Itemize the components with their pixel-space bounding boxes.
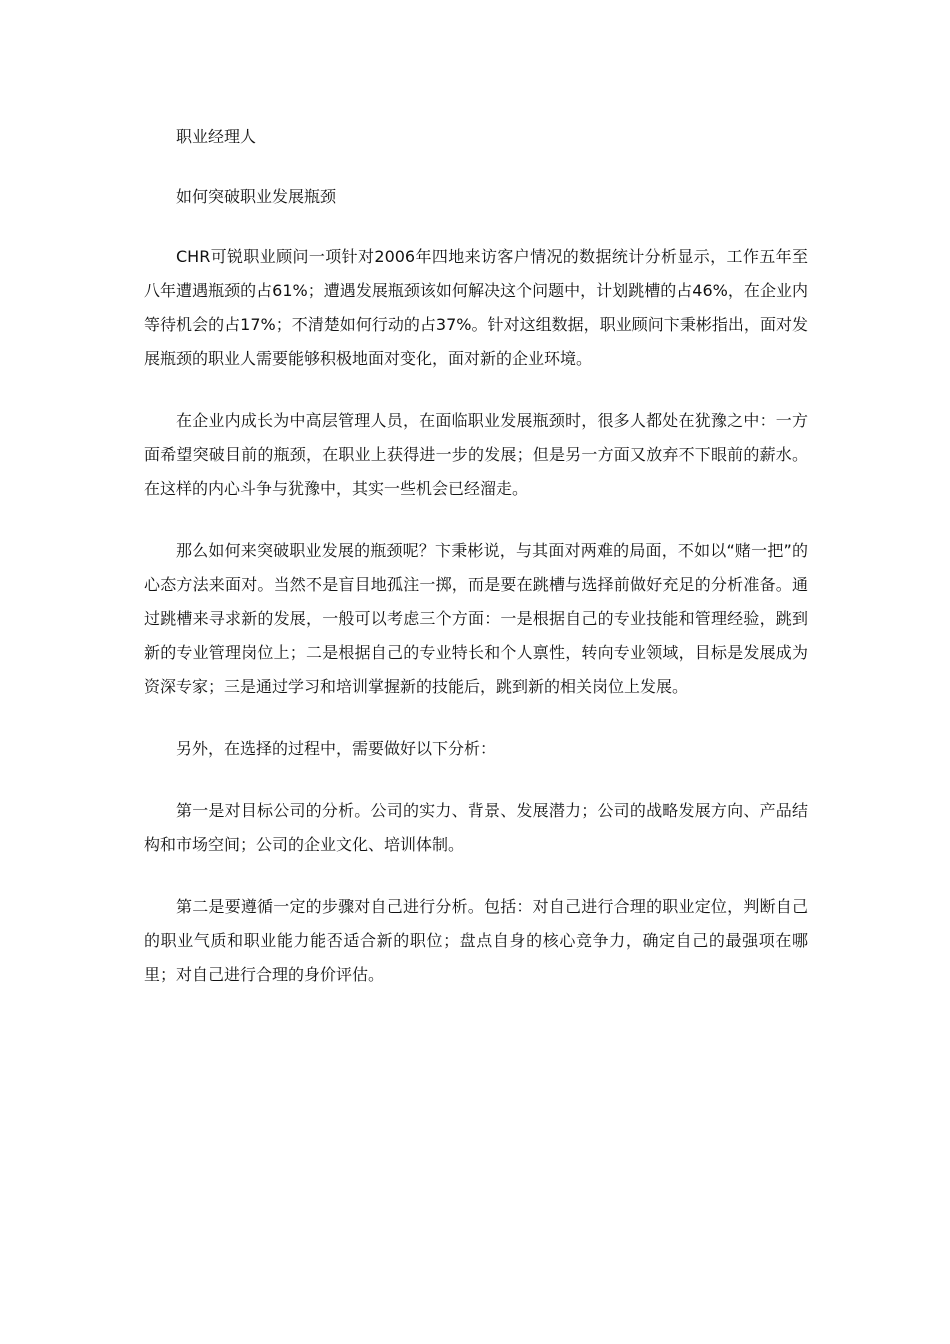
document-title: 职业经理人 xyxy=(176,127,257,146)
document-page xyxy=(144,120,808,992)
paragraph-breakthrough: 那么如何来突破职业发展的瓶颈呢？卞秉彬说，与其面对两难的局面，不如以“赌一把”的心态方法来面对。当然不是盲目地孤注一掷，而是要在跳槽与选择前做好充足的分析准备。通过跳槽来寻求新的发展，一般可以考虑三个方面：一是根据自己的专业技能和管理经验，跳到新的专业管理岗位上；二是根据自己的专业特长和个人禀性，转向专业领域，目标是发展成为资深专家；三是通过学习和培训掌握新的技能后，跳到新的相关岗位上发展。 xyxy=(144,541,808,696)
paragraph-self-analysis: 第二是要遵循一定的步骤对自己进行分析。包括：对自己进行合理的职业定位，判断自己的职业气质和职业能力能否适合新的职位；盘点自身的核心竞争力，确定自己的最强项在哪里；对自己进行合理的身价评估。 xyxy=(144,897,808,984)
paragraph-analysis-intro: 另外，在选择的过程中，需要做好以下分析： xyxy=(176,739,497,758)
document-subtitle: 如何突破职业发展瓶颈 xyxy=(176,187,337,206)
paragraph-company-analysis: 第一是对目标公司的分析。公司的实力、背景、发展潜力；公司的战略发展方向、产品结构和市场空间；公司的企业文化、培训体制。 xyxy=(144,801,808,854)
paragraph-hesitation: 在企业内成长为中高层管理人员，在面临职业发展瓶颈时，很多人都处在犹豫之中：一方面希望突破目前的瓶颈，在职业上获得进一步的发展；但是另一方面又放弃不下眼前的薪水。在这样的内心斗争与犹豫中，其实一些机会已经溜走。 xyxy=(144,411,808,498)
paragraph-statistics: CHR可锐职业顾问一项针对2006年四地来访客户情况的数据统计分析显示，工作五年至八年遭遇瓶颈的占61%；遭遇发展瓶颈该如何解决这个问题中，计划跳槽的占46%，在企业内等待机会的占17%；不清楚如何行动的占37%。针对这组数据，职业顾问卞秉彬指出，面对发展瓶颈的职业人需要能够积极地面对变化，面对新的企业环境。 xyxy=(144,247,808,368)
